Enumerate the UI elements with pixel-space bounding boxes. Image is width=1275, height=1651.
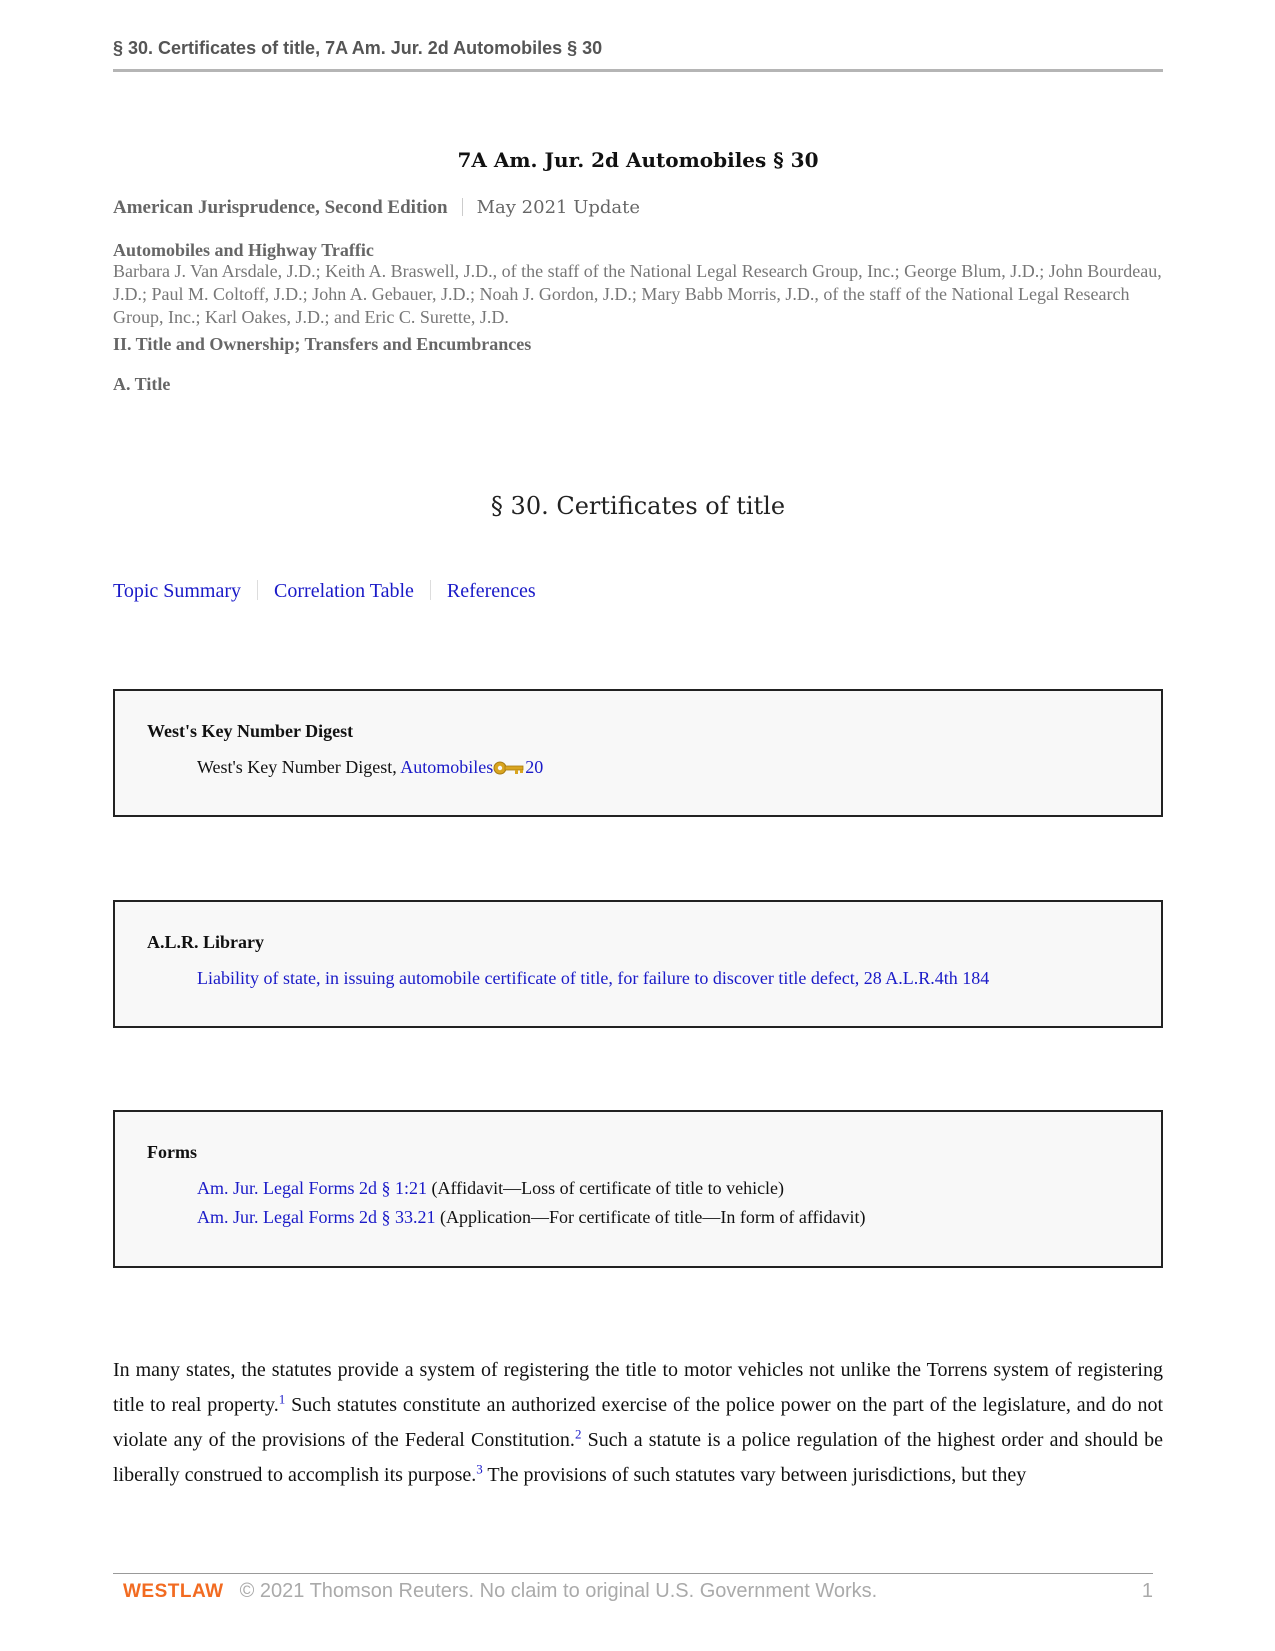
key-digest-number: 20 (525, 757, 544, 777)
authors-list: Barbara J. Van Arsdale, J.D.; Keith A. Braswell, J.D., of the staff of the National Legal Research Group, Inc.; George Blum, J.D.; John Bourdeau, J.D.; Paul M. Coltoff, J.D.; John A. Gebauer, J.D.; Noah J. Gordon, J.D.; Mary Babb Morris, J.D., of the staff of the National Legal Research Group, Inc.; Karl Oakes, J.D.; and Eric C. Surette, J.D. (113, 261, 1162, 327)
body-sentence-3: Such a statute is a police regulation of the highest order and should be liberally construed to accomplish its purpose. (113, 1429, 1163, 1486)
nav-separator (257, 580, 258, 600)
alr-library-title: A.L.R. Library (147, 932, 264, 952)
update-label: May 2021 Update (476, 197, 641, 218)
footer-divider (113, 1573, 1153, 1574)
nav-correlation-table[interactable]: Correlation Table (274, 580, 414, 602)
westlaw-logo: WESTLAW (123, 1581, 224, 1602)
forms-box (113, 1110, 1163, 1268)
form-desc-2: (Application—For certificate of title—In form of affidavit) (435, 1207, 866, 1227)
edition-line (113, 197, 640, 219)
form-desc-1: (Affidavit—Loss of certificate of title to vehicle) (427, 1178, 785, 1198)
edition-separator (462, 198, 463, 216)
page-footer (123, 1580, 1153, 1603)
form-entry-1 (197, 1178, 784, 1199)
topic-heading: Automobiles and Highway Traffic (113, 240, 374, 260)
form-link-2[interactable]: Am. Jur. Legal Forms 2d § 33.21 (197, 1207, 436, 1227)
page-number: 1 (1141, 1580, 1153, 1602)
nav-topic-summary[interactable]: Topic Summary (113, 580, 242, 602)
key-digest-link[interactable] (400, 757, 543, 777)
alr-library-entry (197, 968, 989, 989)
subpart-heading: A. Title (113, 374, 171, 394)
form-entry-2 (197, 1207, 866, 1228)
header-divider (113, 69, 1163, 72)
footnote-ref-3[interactable]: 3 (476, 1461, 483, 1477)
footnote-ref-2[interactable]: 2 (574, 1426, 582, 1442)
edition-label: American Jurisprudence, Second Edition (113, 197, 448, 218)
document-title: 7A Am. Jur. 2d Automobiles § 30 (457, 148, 819, 172)
body-sentence-1: In many states, the statutes provide a system of registering the title to motor vehicles not unlike the Torrens system of registering title to real property. (113, 1359, 1163, 1416)
key-icon (493, 759, 525, 782)
section-title: § 30. Certificates of title (490, 492, 786, 520)
forms-title: Forms (147, 1142, 197, 1162)
running-header: § 30. Certificates of title, 7A Am. Jur. 2d Automobiles § 30 (113, 38, 603, 58)
footnote-ref-1[interactable]: 1 (278, 1391, 286, 1407)
section-nav (113, 580, 536, 603)
key-digest-entry (197, 757, 543, 782)
key-digest-title: West's Key Number Digest (147, 721, 354, 741)
body-paragraph (113, 1353, 1163, 1493)
alr-annotation-link[interactable]: Liability of state, in issuing automobile certificate of title, for failure to discover title defect, 28 A.L.R.4th 184 (197, 968, 990, 988)
nav-references[interactable]: References (446, 580, 536, 602)
footer-copyright: © 2021 Thomson Reuters. No claim to original U.S. Government Works. (239, 1580, 878, 1602)
part-heading: II. Title and Ownership; Transfers and Encumbrances (113, 334, 532, 354)
body-sentence-4: The provisions of such statutes vary between jurisdictions, but they (482, 1464, 1027, 1486)
key-digest-topic: Automobiles (400, 757, 494, 777)
key-digest-box (113, 689, 1163, 817)
nav-separator (430, 580, 431, 600)
key-digest-prefix: West's Key Number Digest, (197, 757, 401, 777)
form-link-1[interactable]: Am. Jur. Legal Forms 2d § 1:21 (197, 1178, 427, 1198)
body-sentence-2: Such statutes constitute an authorized exercise of the police power on the part of the legislature, and do not violate any of the provisions of the Federal Constitution. (113, 1394, 1164, 1451)
alr-library-box (113, 900, 1163, 1028)
